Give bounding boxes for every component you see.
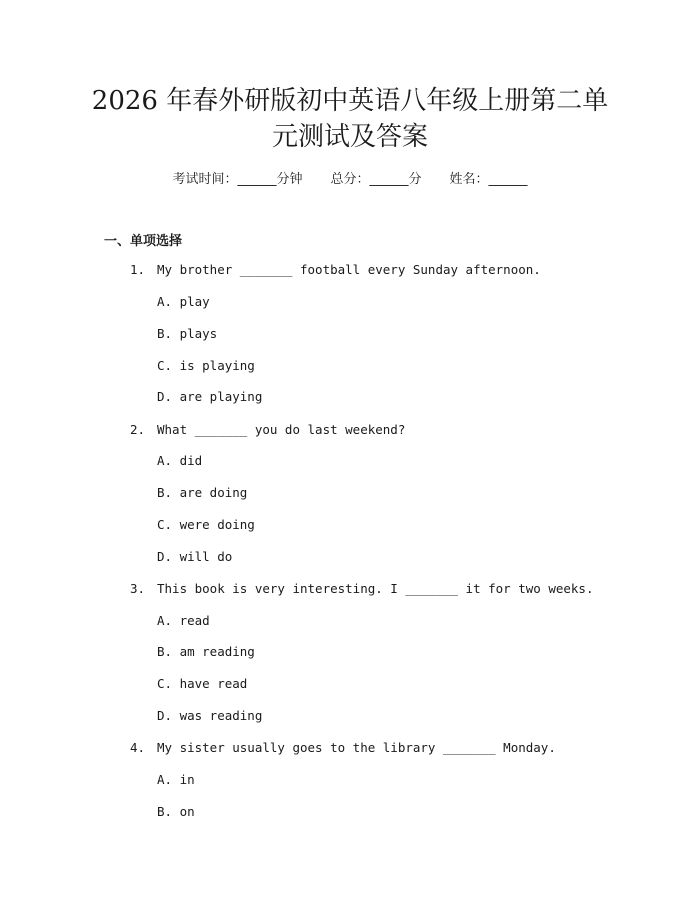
answer-option: A. play: [157, 294, 210, 309]
section-heading: 一、单项选择: [104, 234, 183, 249]
exam-time-field: 考试时间：______分钟: [172, 172, 303, 187]
question-number: 1.: [130, 262, 146, 277]
answer-option: B. are doing: [157, 485, 248, 500]
question-text: My sister usually goes to the library _______ Monday.: [157, 740, 556, 755]
exam-info: [0, 168, 700, 187]
question-text: My brother _______ football every Sunday afternoon.: [157, 262, 541, 277]
question-text: What _______ you do last weekend?: [157, 422, 406, 437]
answer-option: B. plays: [157, 326, 218, 341]
answer-option: A. in: [157, 772, 195, 787]
question-number: 2.: [130, 422, 146, 437]
answer-option: C. is playing: [157, 358, 255, 373]
answer-option: C. were doing: [157, 517, 255, 532]
answer-option: B. on: [157, 804, 195, 819]
answer-option: A. did: [157, 453, 203, 468]
student-name-field: 姓名：______: [449, 172, 528, 187]
answer-option: D. are playing: [157, 389, 263, 404]
question-text: This book is very interesting. I _______ it for two weeks.: [157, 581, 594, 596]
document-title-line-2: 元测试及答案: [271, 122, 428, 152]
answer-option: D. will do: [157, 549, 233, 564]
answer-option: C. have read: [157, 676, 248, 691]
answer-option: D. was reading: [157, 708, 263, 723]
question-number: 3.: [130, 581, 146, 596]
answer-option: B. am reading: [157, 644, 255, 659]
question-number: 4.: [130, 740, 146, 755]
answer-option: A. read: [157, 613, 210, 628]
total-score-field: 总分：______分: [330, 172, 422, 187]
document-title-line-1: 2026 年春外研版初中英语八年级上册第二单: [91, 86, 609, 116]
